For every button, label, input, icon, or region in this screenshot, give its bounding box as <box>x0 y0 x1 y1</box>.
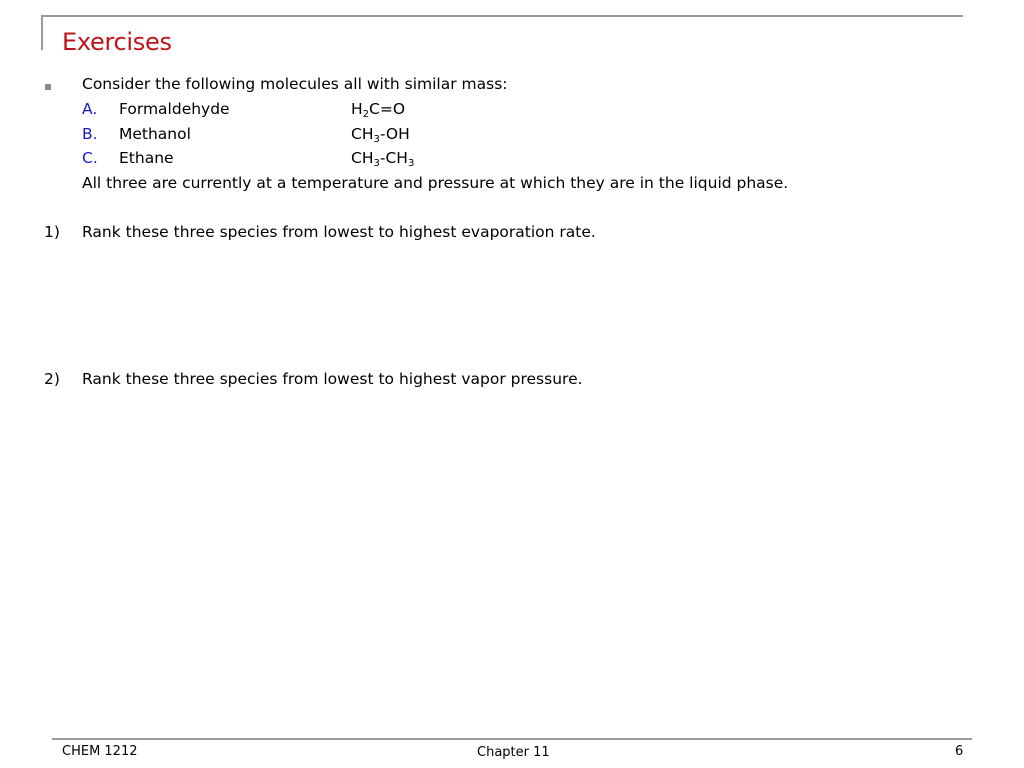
question-1-text: Rank these three species from lowest to highest evaporation rate. <box>82 223 596 241</box>
molecule-a-name: Formaldehyde <box>119 100 230 118</box>
molecule-b-formula: $CH_3-OH$ <box>351 125 410 145</box>
footer-page-number: 6 <box>955 744 964 759</box>
condition-text: All three are currently at a temperature and pressure at which they are in the liquid phase. <box>82 174 789 192</box>
square-bullet-icon <box>45 84 51 90</box>
footer-divider <box>52 738 972 740</box>
molecule-a-letter: A. <box>82 100 98 118</box>
molecule-b-name: Methanol <box>119 125 191 143</box>
molecule-c-letter: C. <box>82 149 98 167</box>
question-2-number: 2) <box>44 370 60 388</box>
slide-title: Exercises <box>62 28 172 56</box>
footer-course: CHEM 1212 <box>62 744 138 759</box>
intro-text: Consider the following molecules all with similar mass: <box>82 75 508 93</box>
molecule-b-letter: B. <box>82 125 98 143</box>
footer-chapter: Chapter 11 <box>477 745 550 760</box>
molecule-c-name: Ethane <box>119 149 174 167</box>
question-1-number: 1) <box>44 223 60 241</box>
molecule-a-formula: $H_2C=O$ <box>351 100 406 120</box>
question-2-text: Rank these three species from lowest to highest vapor pressure. <box>82 370 583 388</box>
molecule-c-formula: $CH_3-CH_3$ <box>351 149 415 169</box>
